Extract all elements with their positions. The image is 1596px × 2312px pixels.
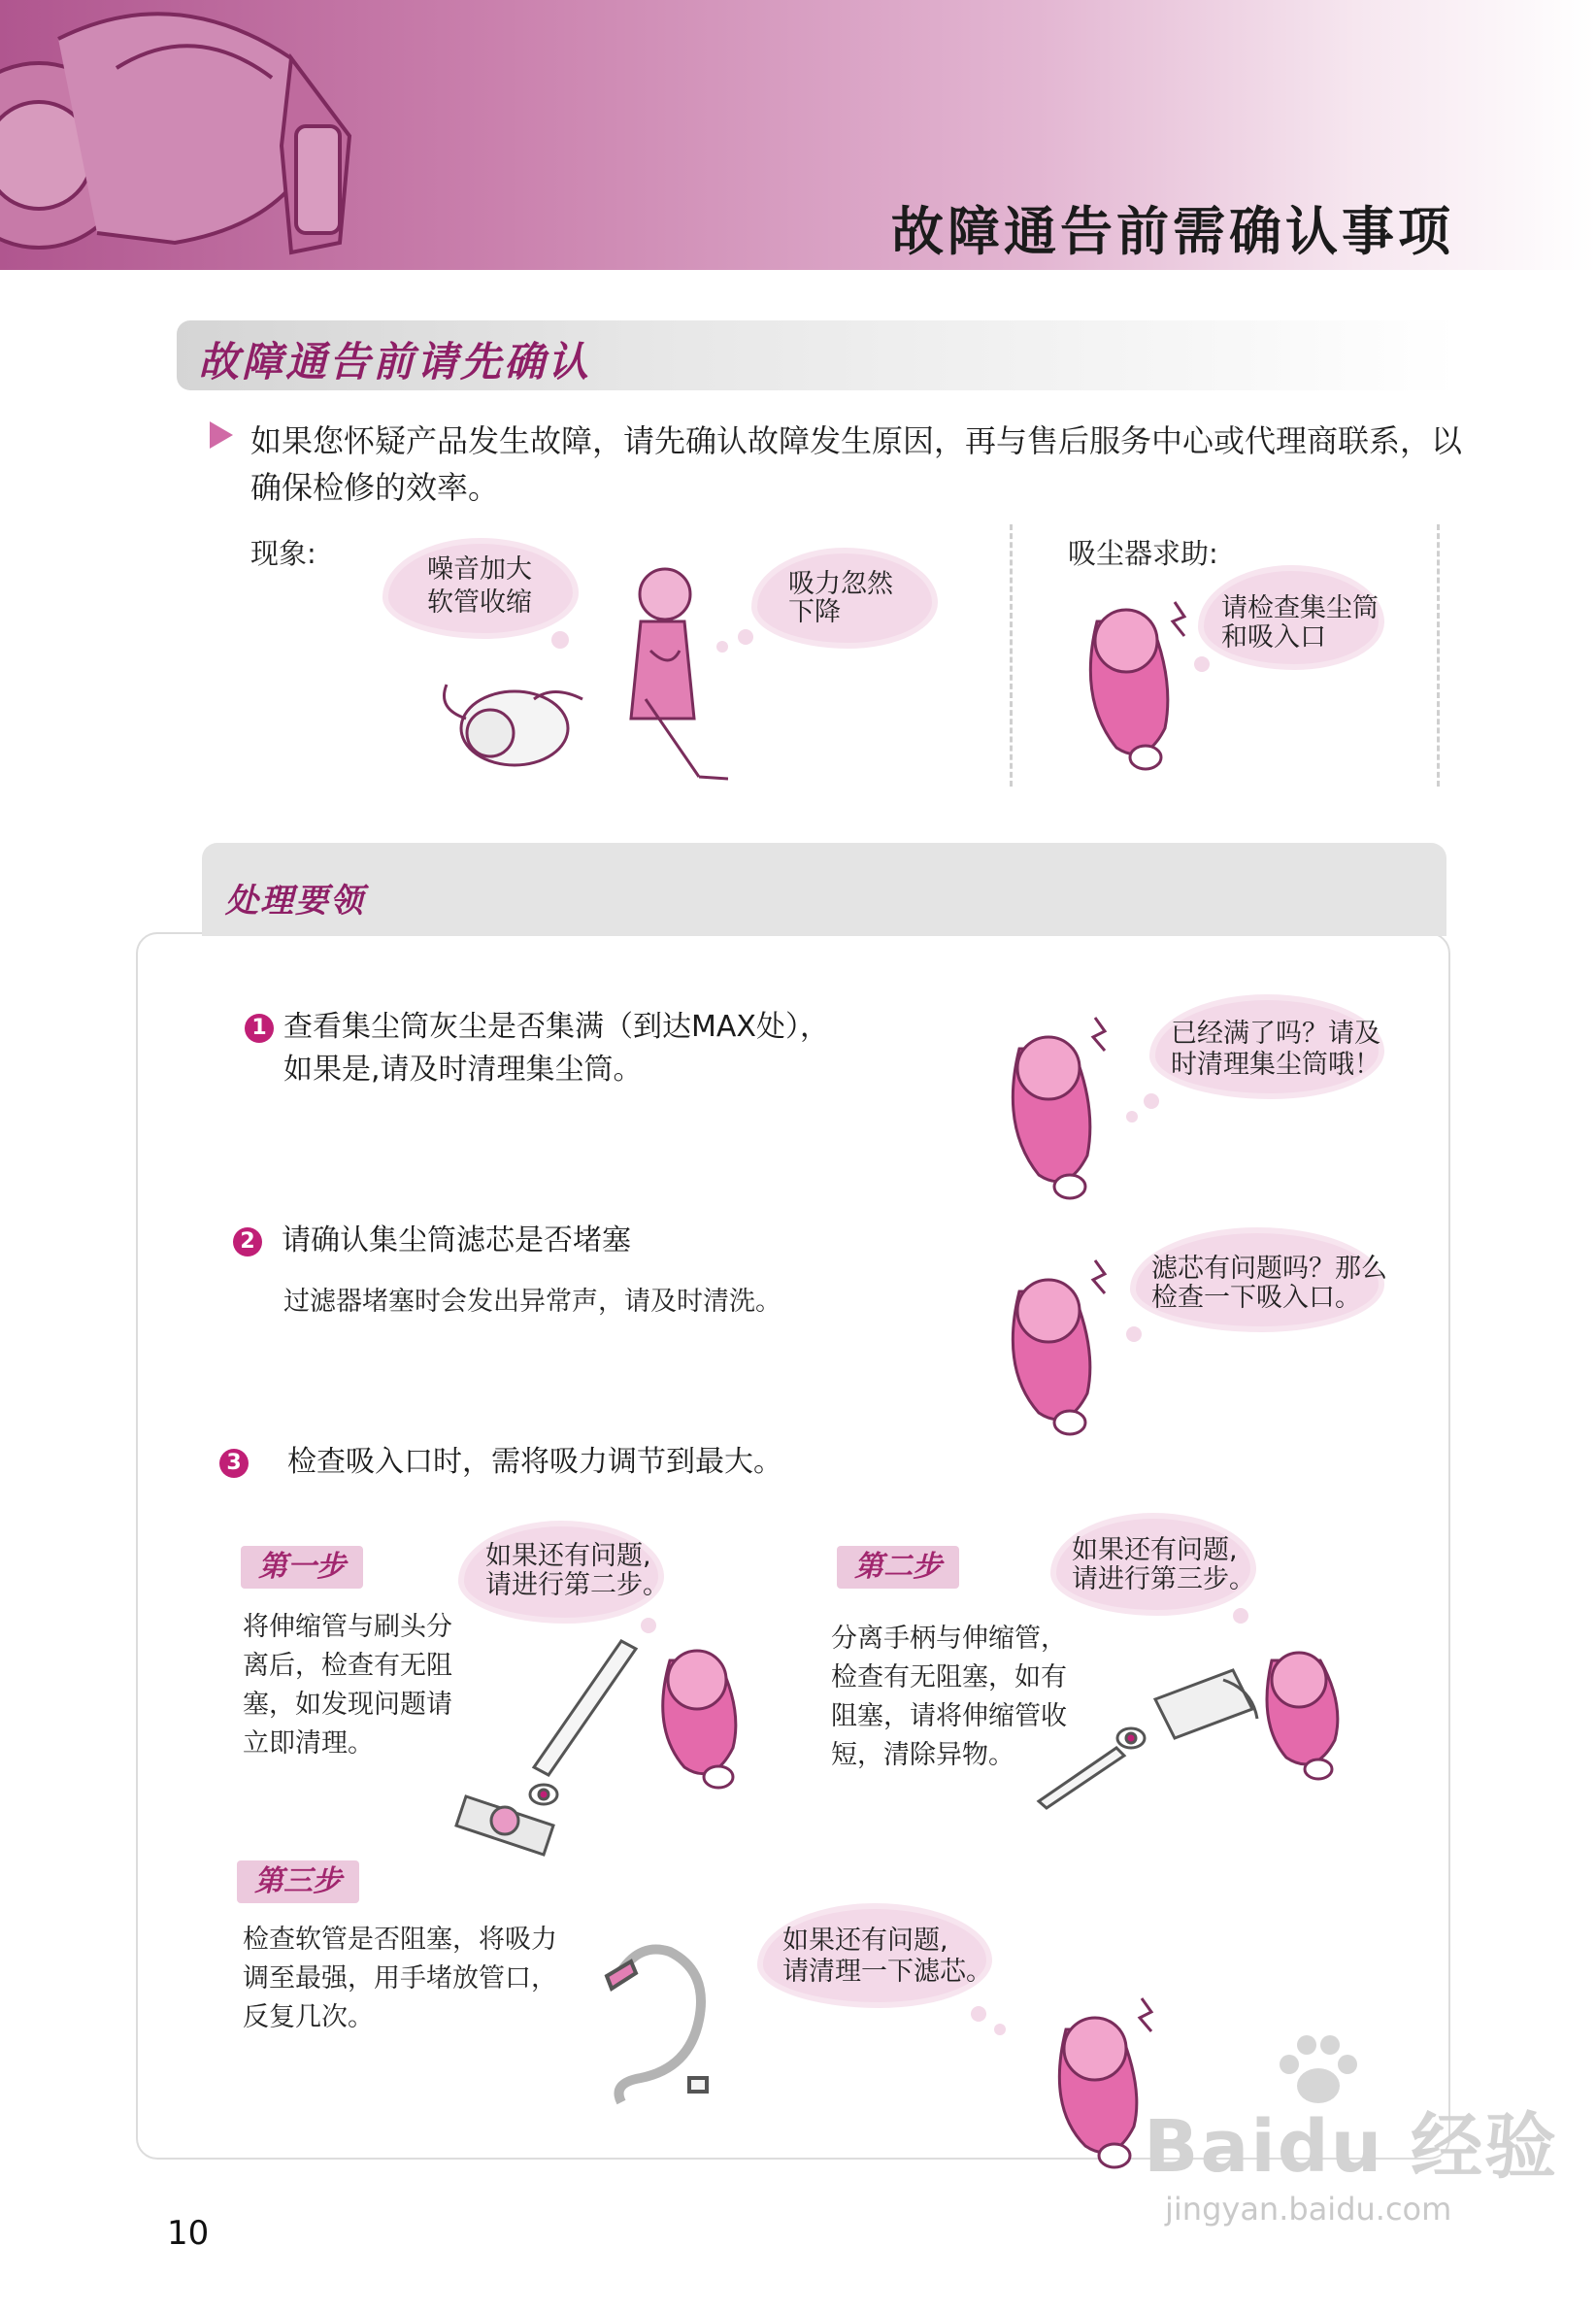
symptom-label: 现象: bbox=[250, 537, 316, 570]
bubble-text-line: 如果还有问题, bbox=[485, 1541, 651, 1571]
hose-illustration bbox=[602, 1932, 748, 2107]
bubble-text-line: 噪音加大 bbox=[427, 554, 532, 585]
bubble-text-line: 请进行第二步。 bbox=[485, 1570, 669, 1600]
item-text: 请确认集尘筒滤芯是否堵塞 bbox=[282, 1223, 631, 1257]
handle-tube-illustration bbox=[1029, 1641, 1262, 1816]
bubble-text-line: 吸力忽然 bbox=[788, 569, 893, 599]
bubble-dot bbox=[971, 2006, 986, 2022]
help-label: 吸尘器求助: bbox=[1068, 537, 1218, 570]
bubble-text-line: 已经满了吗？请及 bbox=[1171, 1019, 1380, 1049]
step-desc-line: 短，清除异物。 bbox=[831, 1740, 1014, 1770]
triangle-bullet-icon bbox=[210, 421, 233, 449]
watermark-logo: Baidu 经验 bbox=[1144, 2105, 1559, 2189]
item-text: 检查吸入口时，需将吸力调节到最大。 bbox=[287, 1445, 782, 1479]
step-desc-line: 立即清理。 bbox=[243, 1728, 374, 1759]
vacuum-mascot-icon bbox=[981, 1010, 1126, 1204]
bubble-text-line: 检查一下吸入口。 bbox=[1151, 1283, 1361, 1313]
item-subtext: 过滤器堵塞时会发出异常声，请及时清洗。 bbox=[283, 1287, 781, 1317]
step-desc-line: 检查有无阻塞，如有 bbox=[831, 1662, 1067, 1692]
step-desc-line: 塞，如发现问题请 bbox=[243, 1690, 452, 1720]
woman-vacuuming-illustration bbox=[437, 553, 728, 806]
step-tag: 第三步 bbox=[237, 1860, 359, 1903]
bubble-text-line: 如果还有问题, bbox=[1072, 1535, 1238, 1565]
section-title: 故障通告前请先确认 bbox=[198, 338, 592, 385]
page-title: 故障通告前需确认事项 bbox=[891, 201, 1454, 262]
step-number-badge: 1 bbox=[245, 1014, 274, 1043]
vacuum-mascot-icon bbox=[1243, 1631, 1369, 1787]
item-text: 查看集尘筒灰尘是否集满（到达MAX处）， bbox=[283, 1010, 829, 1044]
step-desc-line: 将伸缩管与刷头分 bbox=[243, 1612, 452, 1642]
vacuum-mascot-icon bbox=[1058, 583, 1204, 777]
bubble-dot bbox=[994, 2024, 1006, 2035]
bubble-text-line: 如果还有问题, bbox=[782, 1926, 948, 1956]
item-text: 如果是,请及时清理集尘筒。 bbox=[283, 1053, 643, 1087]
page-number: 10 bbox=[167, 2214, 210, 2253]
bubble-text-line: 软管收缩 bbox=[427, 587, 532, 618]
bubble-text-line: 请进行第三步。 bbox=[1072, 1564, 1255, 1594]
step-desc-line: 检查软管是否阻塞，将吸力 bbox=[243, 1925, 557, 1955]
step-desc-line: 离后，检查有无阻 bbox=[243, 1651, 452, 1681]
vacuum-mascot-icon bbox=[981, 1253, 1126, 1437]
step-desc-line: 阻塞，请将伸缩管收 bbox=[831, 1701, 1067, 1731]
bubble-text-line: 时清理集尘筒哦！ bbox=[1171, 1050, 1380, 1080]
bubble-dot bbox=[1126, 1111, 1138, 1122]
bubble-dot bbox=[1126, 1326, 1142, 1342]
step-desc-line: 调至最强，用手堵放管口， bbox=[243, 1963, 557, 1994]
bubble-text-line: 请清理一下滤芯。 bbox=[782, 1957, 992, 1987]
section-title: 处理要领 bbox=[225, 882, 365, 921]
step-desc-line: 反复几次。 bbox=[243, 2002, 374, 2032]
divider bbox=[1010, 524, 1013, 787]
bubble-text-line: 和吸入口 bbox=[1221, 622, 1326, 653]
step-number-badge: 2 bbox=[233, 1227, 262, 1257]
step-number-badge: 3 bbox=[219, 1449, 249, 1478]
watermark-url: jingyan.baidu.com bbox=[1165, 2191, 1452, 2228]
bubble-text-line: 滤芯有问题吗？那么 bbox=[1151, 1254, 1387, 1284]
intro-paragraph: 如果您怀疑产品发生故障，请先确认故障发生原因，再与售后服务中心或代理商联系，以确保检修的效率。 bbox=[250, 422, 1463, 506]
bubble-text-line: 下降 bbox=[788, 597, 841, 627]
step-tag: 第二步 bbox=[837, 1546, 959, 1589]
vacuum-mascot-icon bbox=[631, 1631, 777, 1796]
vacuum-cleaner-illustration bbox=[0, 0, 369, 270]
bubble-dot bbox=[738, 629, 753, 645]
section-banner bbox=[202, 843, 1446, 936]
bubble-dot bbox=[1144, 1093, 1159, 1109]
step-desc-line: 分离手柄与伸缩管， bbox=[831, 1624, 1067, 1654]
step-tag: 第一步 bbox=[241, 1546, 363, 1589]
bubble-dot bbox=[1233, 1608, 1248, 1624]
divider bbox=[1437, 524, 1440, 787]
bubble-text-line: 请检查集尘筒 bbox=[1221, 593, 1379, 623]
